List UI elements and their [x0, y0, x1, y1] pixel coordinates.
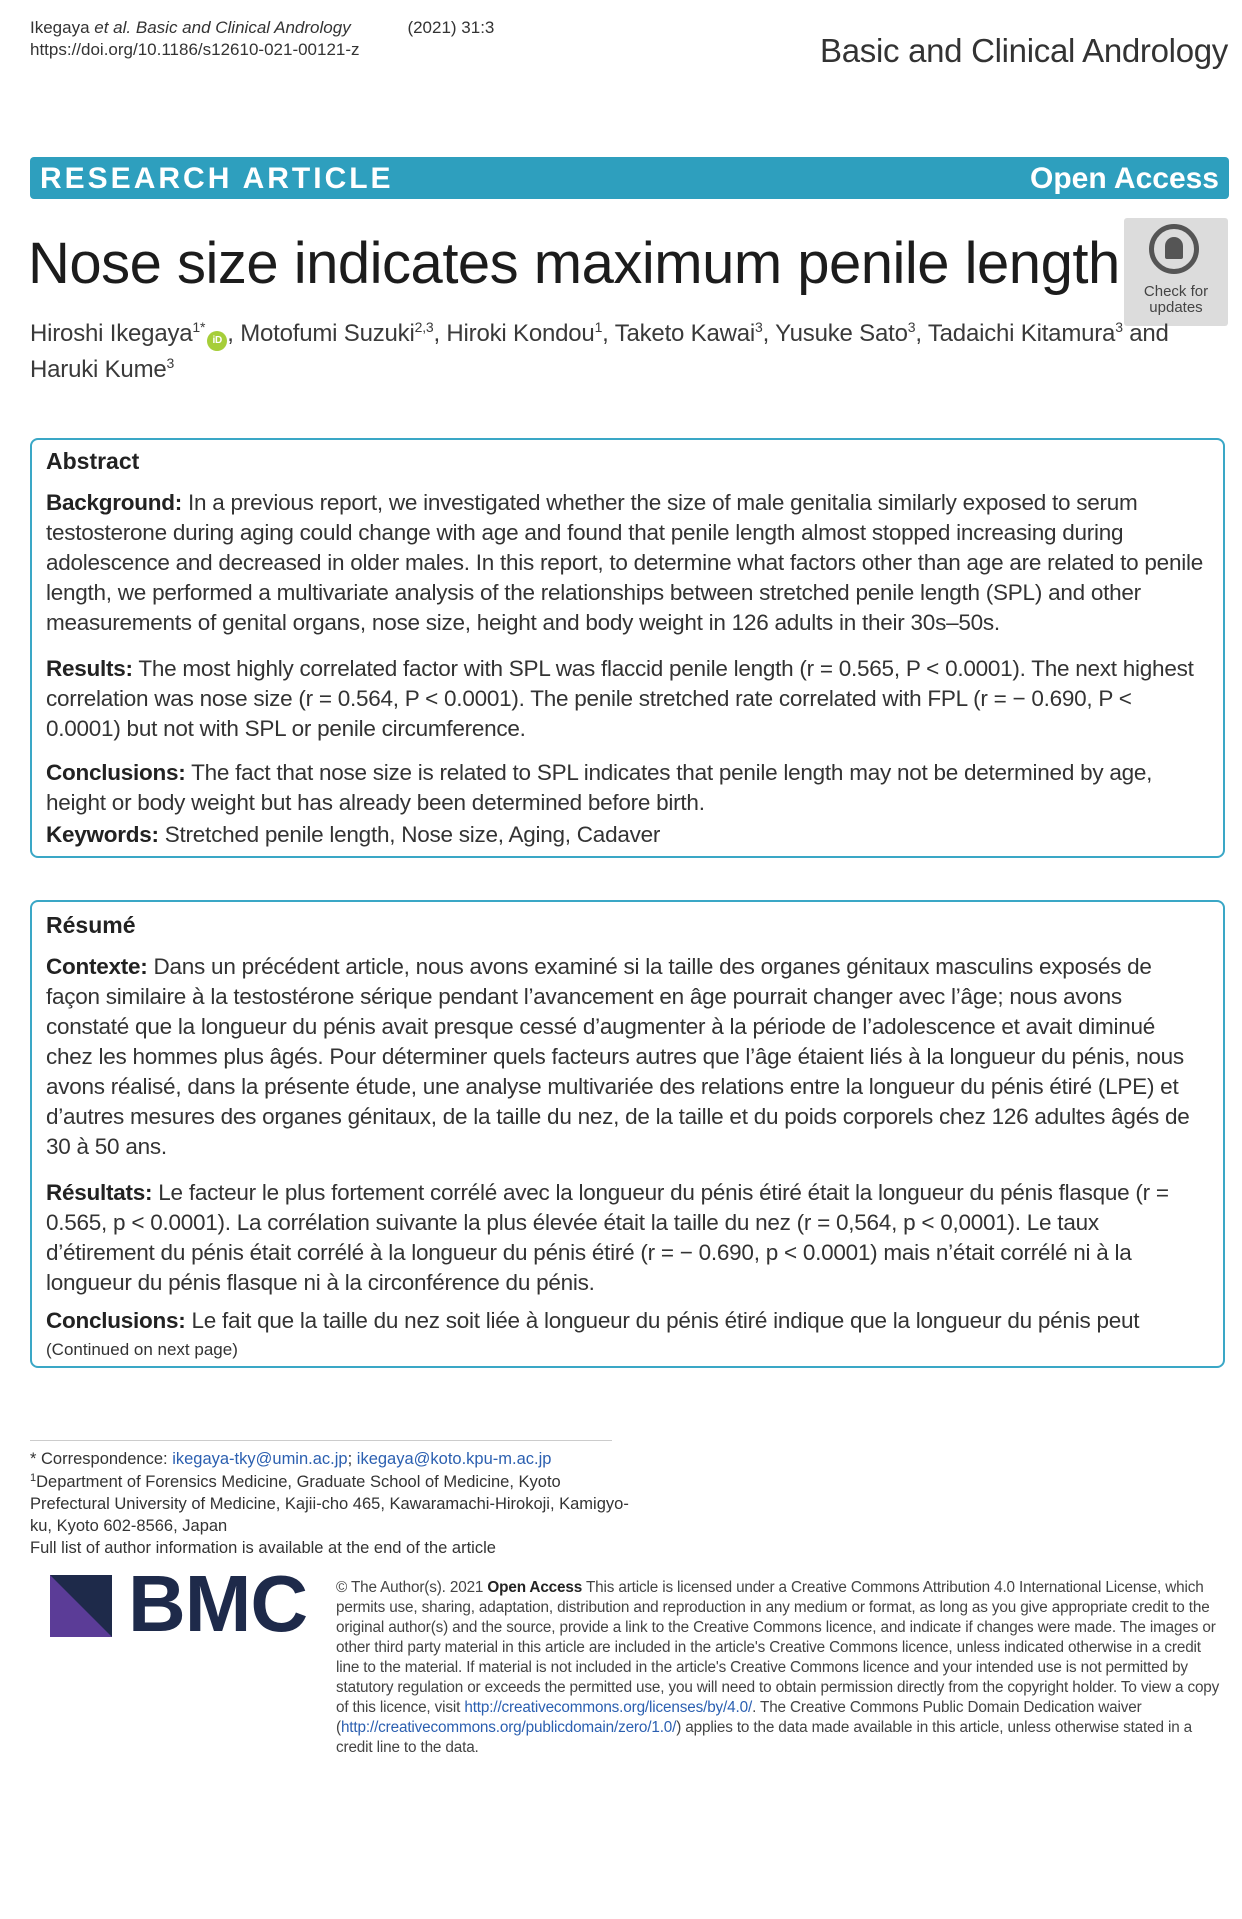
- resume-box: [30, 900, 1225, 1368]
- abstract-background: Background: In a previous report, we investigated whether the size of male genitalia similarly exposed to serum testosterone during aging could change with age and found that penile length almost stopped increasing during adolescence and decreased in older males. In this report, to determine what factors other than age are related to penile length, we performed a multivariate analysis of the relationships between stretched penile length (SPL) and other measurements of genital organs, nose size, height and body weight in 126 adults in their 30s–50s.: [46, 490, 1203, 635]
- resume-contexte: Contexte: Dans un précédent article, nous avons examiné si la taille des organes génitaux masculins exposés de façon similaire à la testostérone sérique pendant l’avancement en âge pourrait changer avec l’âge; nous avons constaté que la longueur du pénis avait presque cessé d’augmenter à la période de l’adolescence et avait diminué chez les hommes plus âgés. Pour déterminer quels facteurs autres que l’âge étaient liés à la longueur du pénis, nous avons réalisé, dans la présente étude, une analyse multivariée des relations entre la longueur du pénis étiré (LPE) et d’autres mesures des organes génitaux, de la taille du nez, de la taille et du poids corporels chez 126 adultes âgés de 30 à 50 ans.: [46, 954, 1190, 1159]
- open-access-label: Open Access: [1030, 162, 1219, 195]
- author-name[interactable]: Haruki Kume: [30, 356, 167, 383]
- article-type-banner: [30, 157, 1229, 199]
- citation-line: [30, 16, 494, 40]
- author-name[interactable]: Taketo Kawai: [614, 320, 756, 347]
- article-title: Nose size indicates maximum penile length: [28, 231, 1120, 296]
- authors-and: and: [1129, 320, 1169, 347]
- author-name[interactable]: Hiroki Kondou: [446, 320, 595, 347]
- check-for-updates-button[interactable]: [1124, 218, 1228, 326]
- footnote-divider: [30, 1440, 612, 1441]
- citation-etal: et al.: [94, 18, 132, 37]
- citation-year: (2021) 31:3: [407, 18, 495, 37]
- citation-journal: Basic and Clinical Andrology: [135, 18, 351, 37]
- abstract-keywords: Keywords: Stretched penile length, Nose size, Aging, Cadaver: [46, 822, 661, 847]
- author-info-note: Full list of author information is available at the end of the article: [30, 1539, 496, 1557]
- email-link[interactable]: ikegaya-tky@umin.ac.jp: [172, 1450, 348, 1468]
- author-list: Hiroshi Ikegaya$^{1*}$iD , Motofumi Suzuki$^{2,3}$, Hiroki Kondou$^1$, Taketo Kawai$^3$, Yusuke Sato$^3$, Tadaichi Kitamura$^3$ and Haruki Kume$^3$: [30, 319, 1169, 383]
- correspondence: * Correspondence: ikegaya-tky@umin.ac.jp; ikegaya@koto.kpu-m.ac.jp: [30, 1450, 552, 1468]
- author-name[interactable]: Hiroshi Ikegaya: [30, 320, 193, 347]
- article-type-label: RESEARCH ARTICLE: [40, 162, 394, 195]
- bookmark-icon: [1149, 224, 1199, 274]
- public-domain-link[interactable]: http://creativecommons.org/publicdomain/zero/1.0/: [340, 1719, 677, 1736]
- orcid-icon[interactable]: iD: [207, 331, 227, 351]
- abstract-conclusions: Conclusions: The fact that nose size is related to SPL indicates that penile length may not be determined by age, height or body weight but has already been determined before birth.: [46, 760, 1153, 815]
- bmc-logo-icon: [50, 1575, 112, 1637]
- license-text: © The Author(s). 2021 Open Access This article is licensed under a Creative Commons Attribution 4.0 International License, which permits use, sharing, adaptation, distribution and reproduction in any medium or format, as long as you give appropriate credit to the original author(s) and the source, provide a link to the Creative Commons licence, and indicate if changes were made. The images or other third party material in this article are included in the article's Creative Commons licence, unless indicated otherwise in a credit line to the material. If material is not included in the article's Creative Commons licence and your intended use is not permitted by statutory regulation or exceeds the permitted use, you will need to obtain permission directly from the copyright holder. To view a copy of this licence, visit http://creativecommons.org/licenses/by/4.0/. The Creative Commons Public Domain Dedication waiver (http://creativecommons.org/publicdomain/zero/1.0/) applies to the data made available in this article, unless otherwise stated in a credit line to the data.: [336, 1579, 1220, 1756]
- author-name[interactable]: Tadaichi Kitamura: [927, 320, 1116, 347]
- license-link[interactable]: http://creativecommons.org/licenses/by/4.0/: [464, 1699, 753, 1716]
- abstract-heading: Abstract: [46, 448, 140, 474]
- continued-note: (Continued on next page): [46, 1340, 238, 1359]
- author-name[interactable]: Yusuke Sato: [775, 320, 908, 347]
- affiliation: $^1$Department of Forensics Medicine, Graduate School of Medicine, Kyoto Prefectural University of Medicine, Kajii-cho 465, Kawaramachi-Hirokoji, Kamigyo-ku, Kyoto 602-8566, Japan: [30, 1472, 629, 1535]
- author-name[interactable]: Motofumi Suzuki: [240, 320, 415, 347]
- resume-heading: Résumé: [46, 912, 136, 938]
- resume-conclusions: Conclusions: Le fait que la taille du nez soit liée à longueur du pénis étiré indique que la longueur du pénis peut: [46, 1308, 1140, 1333]
- check-for-updates-label: Check for updates: [1143, 283, 1209, 316]
- journal-name: Basic and Clinical Andrology: [820, 32, 1228, 69]
- resume-resultats: Résultats: Le facteur le plus fortement corrélé avec la longueur du pénis étiré était la longueur du pénis flasque (r = 0.565, p < 0.0001). La corrélation suivante la plus élevée était la taille du nez (r = 0,564, p < 0,0001). Le taux d’étirement du pénis était corrélé à la longueur du pénis étiré (r = − 0.690, p < 0.0001) mais n’était corrélé ni à la longueur du pénis flasque ni à la circonférence du pénis.: [46, 1180, 1169, 1295]
- abstract-results: Results: The most highly correlated factor with SPL was flaccid penile length (r = 0.565, P < 0.0001). The next highest correlation was nose size (r = 0.564, P < 0.0001). The penile stretched rate correlated with FPL (r = − 0.690, P < 0.0001) but not with SPL or penile circumference.: [46, 656, 1194, 741]
- email-link[interactable]: ikegaya@koto.kpu-m.ac.jp: [356, 1450, 552, 1468]
- bmc-logo-text: BMC: [128, 1559, 308, 1648]
- abstract-box: [30, 438, 1225, 858]
- citation-authors: Ikegaya: [30, 18, 90, 37]
- doi-link[interactable]: https://doi.org/10.1186/s12610-021-00121-z: [30, 40, 360, 59]
